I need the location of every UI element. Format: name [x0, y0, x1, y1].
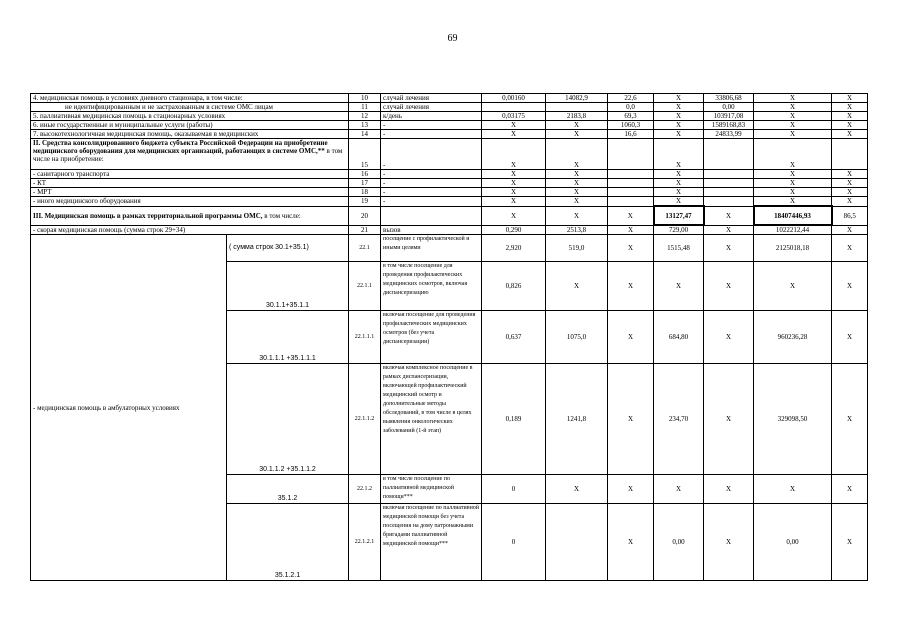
value-cell: 0,826	[482, 262, 546, 311]
unit-cell: в том числе посещение для проведения профилактических медицинских осмотров, включая диспансеризацию	[381, 262, 482, 311]
value-cell: X	[546, 139, 608, 170]
page-number: 69	[447, 33, 458, 44]
value-cell	[832, 139, 868, 170]
value-cell: X	[482, 179, 546, 188]
line-number: 22.1.2.1	[349, 504, 381, 581]
value-cell: X	[832, 94, 868, 103]
value-cell: X	[704, 235, 754, 262]
value-cell: X	[608, 364, 654, 475]
value-cell: X	[482, 139, 546, 170]
value-cell: 684,80	[654, 311, 704, 364]
value-cell: X	[704, 475, 754, 504]
value-cell: X	[754, 475, 832, 504]
value-cell: 1515,48	[654, 235, 704, 262]
table-row	[31, 121, 868, 130]
value-cell	[704, 197, 754, 207]
value-cell: X	[832, 179, 868, 188]
value-cell: X	[654, 475, 704, 504]
value-cell: X	[608, 475, 654, 504]
unit-cell: -	[381, 179, 482, 188]
value-cell: 1589168,83	[704, 121, 754, 130]
value-cell: 2183,8	[546, 112, 608, 121]
unit-cell: -	[381, 170, 482, 179]
line-number: 13	[349, 121, 381, 130]
value-cell: X	[832, 121, 868, 130]
value-cell: 0,00	[754, 504, 832, 581]
value-cell	[704, 170, 754, 179]
value-cell: X	[832, 197, 868, 207]
value-cell: X	[832, 311, 868, 364]
value-cell: X	[654, 103, 704, 112]
unit-cell: случай лечения	[381, 94, 482, 103]
value-cell: 16,6	[608, 130, 654, 139]
row-label: - иного медицинского оборудования	[31, 197, 349, 207]
row-sum-formula: 30.1.1.2 +35.1.1.2	[227, 364, 349, 475]
value-cell: X	[654, 130, 704, 139]
line-number: 14	[349, 130, 381, 139]
value-cell: 33806,68	[704, 94, 754, 103]
value-cell: 0	[482, 504, 546, 581]
value-cell: X	[832, 475, 868, 504]
table-row	[31, 112, 868, 121]
value-cell: X	[546, 475, 608, 504]
value-cell: X	[832, 504, 868, 581]
line-number: 10	[349, 94, 381, 103]
value-cell: X	[654, 112, 704, 121]
value-cell: 1060,3	[608, 121, 654, 130]
line-number: 22.1.1	[349, 262, 381, 311]
row-sum-formula: 35.1.2	[227, 475, 349, 504]
value-cell: 2,920	[482, 235, 546, 262]
value-cell: X	[754, 112, 832, 121]
value-cell	[704, 139, 754, 170]
value-cell: 0,637	[482, 311, 546, 364]
value-cell: X	[754, 130, 832, 139]
value-cell	[608, 139, 654, 170]
row-sum-formula: ( сумма строк 30.1+35.1)	[227, 235, 349, 262]
value-cell: 14082,9	[546, 94, 608, 103]
line-number: 22.1	[349, 235, 381, 262]
unit-cell: -	[381, 188, 482, 197]
value-cell: X	[754, 170, 832, 179]
value-cell: 0,189	[482, 364, 546, 475]
value-cell: X	[482, 197, 546, 207]
value-cell: 0,00	[704, 103, 754, 112]
value-cell: 729,00	[654, 225, 704, 235]
table-row	[31, 206, 868, 225]
value-cell	[608, 197, 654, 207]
unit-cell: -	[381, 121, 482, 130]
unit-cell: посещение с профилактической и иными целями	[381, 235, 482, 262]
unit-cell: случай лечения	[381, 103, 482, 112]
value-cell: X	[546, 188, 608, 197]
table-row	[31, 225, 868, 235]
value-cell: X	[754, 139, 832, 170]
value-cell: X	[832, 103, 868, 112]
unit-cell: к/день	[381, 112, 482, 121]
value-cell: 103917,08	[704, 112, 754, 121]
table-body	[31, 94, 868, 581]
value-cell: X	[546, 121, 608, 130]
value-cell: X	[654, 262, 704, 311]
value-cell: X	[832, 262, 868, 311]
value-cell: X	[654, 139, 704, 170]
row-label: не идентифицированным и не застрахованным в системе ОМС лицам	[31, 103, 349, 112]
value-cell	[546, 103, 608, 112]
value-cell: X	[546, 179, 608, 188]
value-cell: X	[754, 197, 832, 207]
value-cell: 234,70	[654, 364, 704, 475]
value-cell: 0	[482, 475, 546, 504]
table-row	[31, 103, 868, 112]
value-cell: 2513,8	[546, 225, 608, 235]
value-cell: X	[754, 188, 832, 197]
value-cell: 24833,99	[704, 130, 754, 139]
value-cell: 0,290	[482, 225, 546, 235]
value-cell: X	[546, 262, 608, 311]
table-row	[31, 130, 868, 139]
value-cell: 0,00160	[482, 94, 546, 103]
value-cell: 0,0	[608, 103, 654, 112]
value-cell: 329098,50	[754, 364, 832, 475]
value-cell: X	[704, 504, 754, 581]
value-cell: X	[832, 112, 868, 121]
value-cell: X	[654, 179, 704, 188]
line-number: 22.1.2	[349, 475, 381, 504]
value-cell: X	[608, 262, 654, 311]
table-row	[31, 179, 868, 188]
value-cell: X	[608, 225, 654, 235]
value-cell: X	[654, 94, 704, 103]
value-cell: X	[654, 188, 704, 197]
line-number: 22.1.1.2	[349, 364, 381, 475]
row-label: 4. медицинская помощь в условиях дневного стационара, в том числе:	[31, 94, 349, 103]
row-label: - скорая медицинская помощь (сумма строк 29+34)	[31, 225, 349, 235]
value-cell: X	[704, 364, 754, 475]
value-cell: X	[546, 130, 608, 139]
value-cell: X	[482, 170, 546, 179]
value-cell: X	[832, 225, 868, 235]
value-cell: 960236,28	[754, 311, 832, 364]
program-cost-table	[30, 93, 868, 581]
value-cell: X	[754, 262, 832, 311]
value-cell: 1075,0	[546, 311, 608, 364]
value-cell	[546, 504, 608, 581]
value-cell: X	[754, 103, 832, 112]
line-number: 15	[349, 139, 381, 170]
table-row	[31, 170, 868, 179]
value-cell: 13127,47	[654, 206, 704, 225]
value-cell: X	[654, 197, 704, 207]
section-title-bold: II. Средства консолидированного бюджета субъекта Российской Федерации на приобретение медицинского оборудования для медицинских организаций, работающих в системе ОМС,**	[33, 139, 328, 155]
value-cell: X	[482, 121, 546, 130]
value-cell: X	[608, 235, 654, 262]
value-cell: X	[754, 94, 832, 103]
row-label: 7. высокотехнологичная медицинская помощь, оказываемая в медицинских	[31, 130, 349, 139]
unit-cell	[381, 206, 482, 225]
row-label: 5. паллиативная медицинская помощь в стационарных условиях	[31, 112, 349, 121]
value-cell: 86,5	[832, 206, 868, 225]
line-number: 22.1.1.1	[349, 311, 381, 364]
line-number: 16	[349, 170, 381, 179]
value-cell: X	[704, 225, 754, 235]
value-cell: 0,00	[654, 504, 704, 581]
unit-cell: -	[381, 130, 482, 139]
value-cell: X	[608, 311, 654, 364]
value-cell: X	[704, 206, 754, 225]
table-row	[31, 188, 868, 197]
unit-cell: -	[381, 139, 482, 170]
value-cell: X	[608, 206, 654, 225]
unit-cell: включая посещение для проведения профилактических медицинских осмотров (без учета диспансеризации)	[381, 311, 482, 364]
table-row	[31, 139, 868, 170]
outpatient-label: - медицинская помощь в амбулаторных условиях	[31, 235, 227, 581]
value-cell: 1241,8	[546, 364, 608, 475]
unit-cell: в том числе посещение по паллиативной медицинской помощи***	[381, 475, 482, 504]
value-cell: X	[832, 188, 868, 197]
section-2-title	[31, 139, 349, 170]
value-cell: 0,03175	[482, 112, 546, 121]
table-row	[31, 235, 868, 262]
value-cell: X	[832, 364, 868, 475]
value-cell: X	[654, 170, 704, 179]
section-title-bold: III. Медицинская помощь в рамках территориальной программы ОМС,	[33, 211, 263, 220]
value-cell: X	[704, 262, 754, 311]
section-title-tail: в том числе:	[262, 211, 301, 220]
line-number: 21	[349, 225, 381, 235]
unit-cell: включая посещение по паллиативной медицинской помощи без учета посещения на дому патронажными бригадами паллиативной медицинской помощи***	[381, 504, 482, 581]
row-sum-formula: 30.1.1.1 +35.1.1.1	[227, 311, 349, 364]
value-cell: X	[832, 170, 868, 179]
section-3-title	[31, 206, 349, 225]
value-cell	[482, 103, 546, 112]
unit-cell: -	[381, 197, 482, 207]
value-cell: 22,6	[608, 94, 654, 103]
line-number: 12	[349, 112, 381, 121]
row-label: - санитарного транспорта	[31, 170, 349, 179]
line-number: 18	[349, 188, 381, 197]
value-cell	[704, 179, 754, 188]
row-label: - МРТ	[31, 188, 349, 197]
line-number: 17	[349, 179, 381, 188]
row-label: 6. иные государственные и муниципальные услуги (работы)	[31, 121, 349, 130]
value-cell: X	[704, 311, 754, 364]
value-cell: X	[546, 206, 608, 225]
line-number: 20	[349, 206, 381, 225]
row-sum-formula: 35.1.2.1	[227, 504, 349, 581]
table-row	[31, 94, 868, 103]
value-cell: X	[754, 179, 832, 188]
value-cell: X	[832, 130, 868, 139]
row-sum-formula: 30.1.1+35.1.1	[227, 262, 349, 311]
value-cell	[704, 188, 754, 197]
unit-cell: вызов	[381, 225, 482, 235]
value-cell	[608, 188, 654, 197]
value-cell	[608, 170, 654, 179]
value-cell: X	[546, 170, 608, 179]
value-cell: 519,0	[546, 235, 608, 262]
value-cell: 18407446,93	[754, 206, 832, 225]
unit-cell: включая комплексное посещение в рамках диспансеризации, включающей профилактический медицинский осмотр и дополнительные методы обследований, в том числе в целях выявления онкологических заболеваний (1-й этап)	[381, 364, 482, 475]
table-row	[31, 197, 868, 207]
value-cell: X	[482, 206, 546, 225]
value-cell: X	[754, 121, 832, 130]
value-cell: X	[608, 504, 654, 581]
value-cell: 1022212,44	[754, 225, 832, 235]
value-cell: X	[654, 121, 704, 130]
value-cell: 2125018,18	[754, 235, 832, 262]
value-cell: X	[832, 235, 868, 262]
section-title-tail: в том числе на приобретение:	[33, 147, 343, 163]
value-cell	[608, 179, 654, 188]
row-label: - КТ	[31, 179, 349, 188]
value-cell: X	[482, 130, 546, 139]
value-cell: X	[482, 188, 546, 197]
line-number: 11	[349, 103, 381, 112]
value-cell: 69,3	[608, 112, 654, 121]
value-cell: X	[546, 197, 608, 207]
line-number: 19	[349, 197, 381, 207]
